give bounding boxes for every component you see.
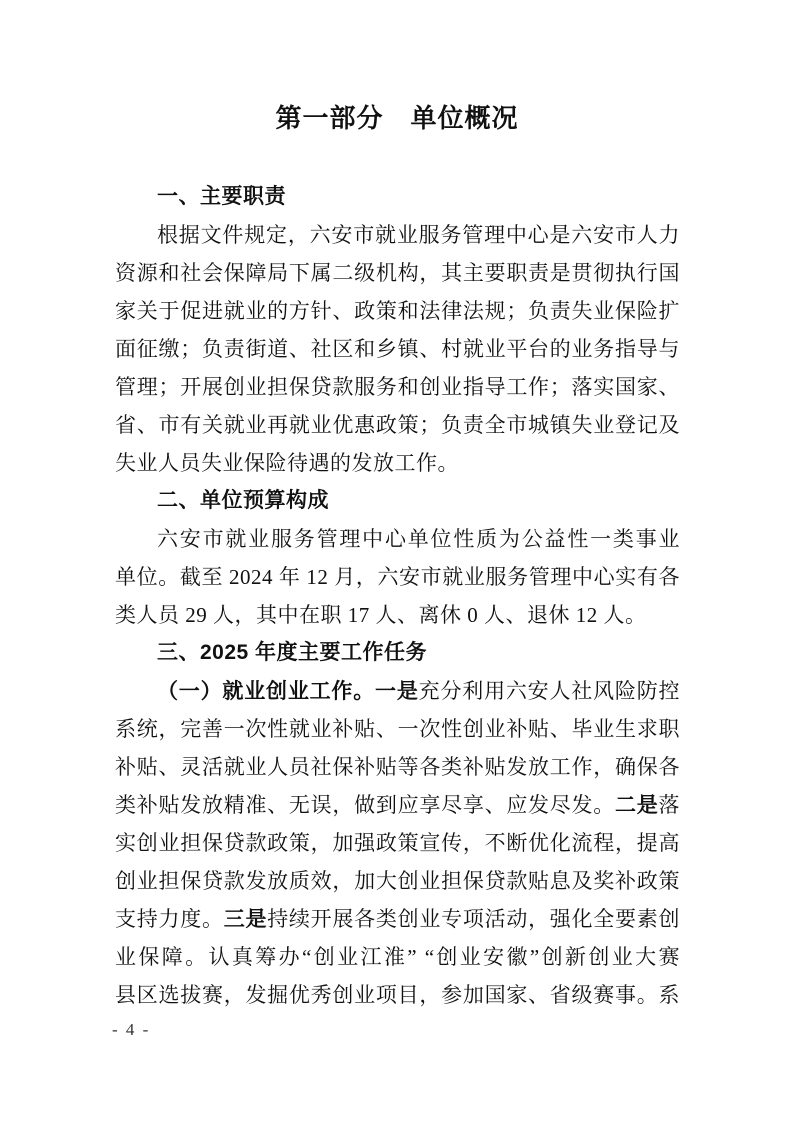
text-line: 面征缴；负责街道、社区和乡镇、村就业平台的业务指导与 bbox=[115, 337, 680, 361]
text-line: 补贴、灵活就业人员社保补贴等各类补贴发放工作，确保各 bbox=[115, 755, 680, 779]
text-line: 系统，完善一次性就业补贴、一次性创业补贴、毕业生求职 bbox=[115, 717, 680, 741]
document-body bbox=[115, 178, 680, 1014]
section-heading-2025-tasks bbox=[115, 634, 680, 672]
text-run: 充分利用六安人社风险防控 bbox=[418, 679, 680, 703]
text-line: 创业担保贷款发放质效，加大创业担保贷款贴息及奖补政策 bbox=[115, 869, 680, 893]
text-line: 资源和社会保障局下属二级机构，其主要职责是贯彻执行国 bbox=[115, 261, 680, 285]
text-line: 家关于促进就业的方针、政策和法律法规；负责失业保险扩 bbox=[115, 299, 680, 323]
page-title: 第一部分 单位概况 bbox=[275, 103, 519, 133]
text-line: 根据文件规定，六安市就业服务管理中心是六安市人力 bbox=[157, 223, 680, 247]
text-run: 支持力度。 bbox=[115, 907, 224, 931]
text-line: 六安市就业服务管理中心单位性质为公益性一类事业 bbox=[157, 527, 680, 551]
text-run: 类补贴发放精准、无误，做到应享尽享、应发尽发。 bbox=[115, 793, 616, 817]
text-run: 持续开展各类创业专项活动，强化全要素创 bbox=[267, 907, 680, 931]
text-line: 管理；开展创业担保贷款服务和创业指导工作；落实国家、 bbox=[115, 375, 680, 399]
text-line: 业保障。认真筹办“创业江淮” “创业安徽”创新创业大赛 bbox=[115, 945, 680, 969]
text-line: 实创业担保贷款政策，加强政策宣传，不断优化流程，提高 bbox=[115, 831, 680, 855]
text-line bbox=[115, 786, 680, 824]
page-number: - 4 - bbox=[112, 1020, 151, 1039]
text-run: 落 bbox=[658, 793, 680, 817]
section-heading-text: 一、主要职责 bbox=[157, 185, 286, 208]
text-line bbox=[115, 900, 680, 938]
text-line bbox=[115, 672, 680, 710]
text-line: 类人员 29 人，其中在职 17 人、离休 0 人、退休 12 人。 bbox=[115, 603, 647, 627]
bold-run: （一）就业创业工作。一是 bbox=[157, 680, 419, 703]
text-line: 单位。截至 2024 年 12 月，六安市就业服务管理中心实有各 bbox=[115, 565, 680, 589]
bold-run: 二是 bbox=[615, 794, 659, 817]
text-line: 县区选拔赛，发掘优秀创业项目，参加国家、省级赛事。系 bbox=[115, 983, 680, 1007]
bold-run: 三是 bbox=[223, 908, 268, 931]
section-heading-budget-composition bbox=[115, 482, 680, 520]
text-line: 失业人员失业保险待遇的发放工作。 bbox=[115, 451, 459, 475]
section-heading-text: 三、2025 年度主要工作任务 bbox=[157, 641, 428, 664]
section-heading-text: 二、单位预算构成 bbox=[157, 489, 329, 512]
section-heading-main-duties bbox=[115, 178, 680, 216]
text-line: 省、市有关就业再就业优惠政策；负责全市城镇失业登记及 bbox=[115, 413, 680, 437]
